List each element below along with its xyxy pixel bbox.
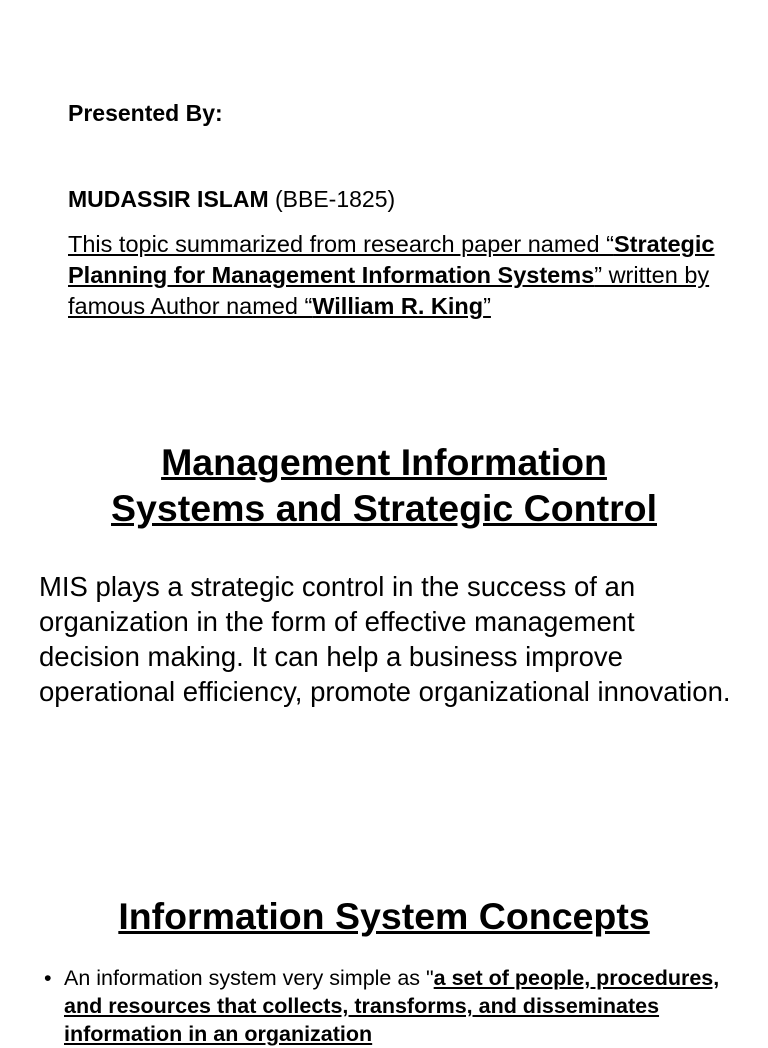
bullet-text [64,964,744,1048]
slide-is-concepts [0,860,768,1046]
slide-title-mis [0,439,768,531]
presenter-name-text: MUDASSIR ISLAM [68,186,275,212]
presenter-name [68,186,395,213]
slide-strategic-control [0,415,768,860]
bullet-marker: • [44,966,52,990]
slide-body-text: MIS plays a strategic control in the success of an organization in the form of effective management decision making. It can help a business improve operational efficiency, promote organizational innovation. [39,571,731,707]
title-line-1: Management Information [161,441,607,483]
summary-lead: This topic summarized from research paper named “ [68,231,614,257]
bullet-definition: a set of people, procedures, and resources that collects, transforms, and disseminates information in an organization [64,966,720,1046]
summary-paragraph [68,229,718,322]
summary-middle: ” written by famous Author named “ [68,262,710,319]
slide-title-concepts: Information System Concepts [118,895,650,937]
author-name: William R. King [312,293,484,319]
bullet-lead: An information system very simple as " [64,966,434,990]
summary-end: ” [483,293,491,319]
presenter-code: (BBE-1825) [275,186,396,212]
presented-by-label: Presented By: [68,100,223,126]
title-line-2: Systems and Strategic Control [111,487,657,529]
paper-title: Strategic Planning for Management Information Systems [68,231,715,288]
slide-presenter [0,0,768,415]
